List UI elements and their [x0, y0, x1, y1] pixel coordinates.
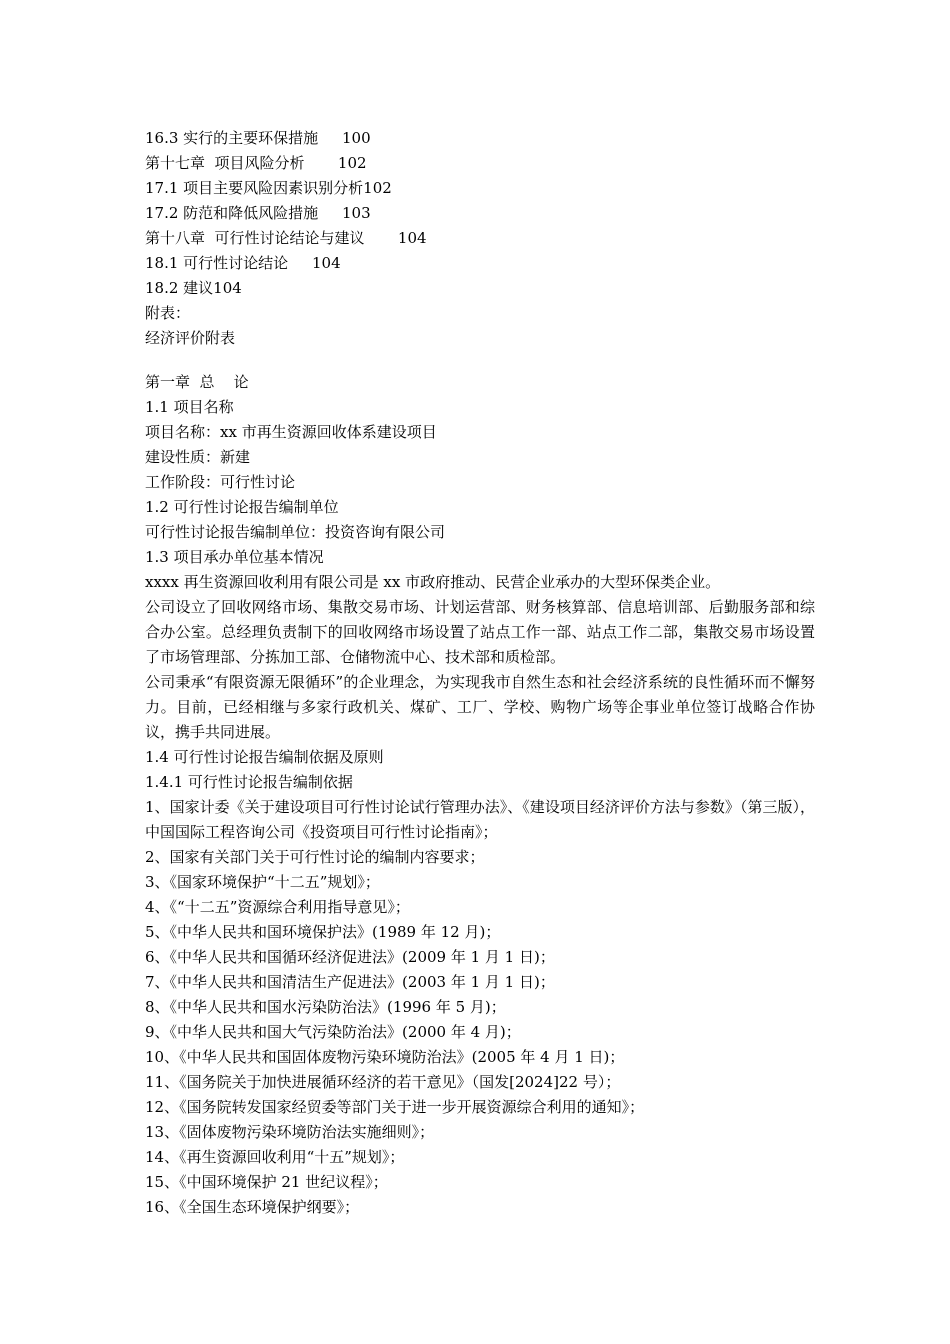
- section-heading: 1.2 可行性讨论报告编制单位: [145, 498, 339, 516]
- toc-entry: 经济评价附表: [145, 329, 236, 347]
- basis-item: 12、《国务院转发国家经贸委等部门关于进一步开展资源综合利用的通知》；: [145, 1098, 645, 1116]
- toc-entry: 17.1 项目主要风险因素识别分析102: [145, 179, 392, 197]
- document-page: [145, 126, 815, 1220]
- subsection-heading: 1.4.1 可行性讨论报告编制依据: [145, 773, 353, 791]
- construction-nature: 建设性质：新建: [145, 448, 251, 466]
- section-heading: 1.4 可行性讨论报告编制依据及原则: [145, 748, 384, 766]
- chapter-title: 第一章 总 论: [145, 373, 249, 391]
- basis-list: [145, 795, 815, 1220]
- toc-entry: 17.2 防范和降低风险措施 103: [145, 204, 371, 222]
- basis-item: 9、《中华人民共和国大气污染防治法》(2000 年 4 月)；: [145, 1023, 521, 1041]
- toc-entry: 16.3 实行的主要环保措施 100: [145, 129, 371, 147]
- basis-item: 4、《“十二五”资源综合利用指导意见》；: [145, 898, 410, 916]
- section-heading: 1.3 项目承办单位基本情况: [145, 548, 324, 566]
- toc-entry: 18.2 建议104: [145, 279, 242, 297]
- basis-item: 13、《固体废物污染环境防治法实施细则》；: [145, 1123, 435, 1141]
- basis-item: 5、《中华人民共和国环境保护法》(1989 年 12 月)；: [145, 923, 501, 941]
- basis-item: 14、《再生资源回收利用“十五”规划》；: [145, 1148, 405, 1166]
- basis-item: 10、《中华人民共和国固体废物污染环境防治法》(2005 年 4 月 1 日)；: [145, 1048, 625, 1066]
- toc-entry: 第十七章 项目风险分析 102: [145, 154, 367, 172]
- company-intro: xxxx 再生资源回收利用有限公司是 xx 市政府推动、民营企业承办的大型环保类企业。: [145, 573, 721, 591]
- basis-item: 7、《中华人民共和国清洁生产促进法》(2003 年 1 月 1 日)；: [145, 973, 555, 991]
- basis-item: 6、《中华人民共和国循环经济促进法》(2009 年 1 月 1 日)；: [145, 948, 555, 966]
- basis-item: 8、《中华人民共和国水污染防治法》(1996 年 5 月)；: [145, 998, 506, 1016]
- basis-item: 2、国家有关部门关于可行性讨论的编制内容要求；: [145, 848, 485, 866]
- report-unit: 可行性讨论报告编制单位：投资咨询有限公司: [145, 523, 446, 541]
- section-spacer: [145, 351, 815, 370]
- toc-entry: 第十八章 可行性讨论结论与建议 104: [145, 229, 427, 247]
- company-philosophy-paragraph: 公司秉承“有限资源无限循环”的企业理念，为实现我市自然生态和社会经济系统的良性循环而不懈努力。目前，已经相继与多家行政机关、煤矿、工厂、学校、购物广场等企事业单位签订战略合作协议，携手共同进展。: [145, 673, 815, 741]
- project-name: 项目名称：xx 市再生资源回收体系建设项目: [145, 423, 437, 441]
- work-stage: 工作阶段：可行性讨论: [145, 473, 296, 491]
- chapter-one: [145, 370, 815, 1220]
- toc-list: [145, 126, 815, 351]
- toc-entry: 附表：: [145, 304, 191, 322]
- basis-item: 1、国家计委《关于建设项目可行性讨论试行管理办法》、《建设项目经济评价方法与参数》（第三版），中国国际工程咨询公司《投资项目可行性讨论指南》；: [145, 798, 815, 841]
- section-heading: 1.1 项目名称: [145, 398, 234, 416]
- basis-item: 11、《国务院关于加快进展循环经济的若干意见》（国发[2024]22 号）；: [145, 1073, 621, 1091]
- company-structure-paragraph: 公司设立了回收网络市场、集散交易市场、计划运营部、财务核算部、信息培训部、后勤服务部和综合办公室。总经理负责制下的回收网络市场设置了站点工作一部、站点工作二部，集散交易市场设置了市场管理部、分拣加工部、仓储物流中心、技术部和质检部。: [145, 598, 815, 666]
- basis-item: 3、《国家环境保护“十二五”规划》；: [145, 873, 380, 891]
- basis-item: 15、《中国环境保护 21 世纪议程》；: [145, 1173, 388, 1191]
- toc-entry: 18.1 可行性讨论结论 104: [145, 254, 341, 272]
- basis-item: 16、《全国生态环境保护纲要》；: [145, 1198, 360, 1216]
